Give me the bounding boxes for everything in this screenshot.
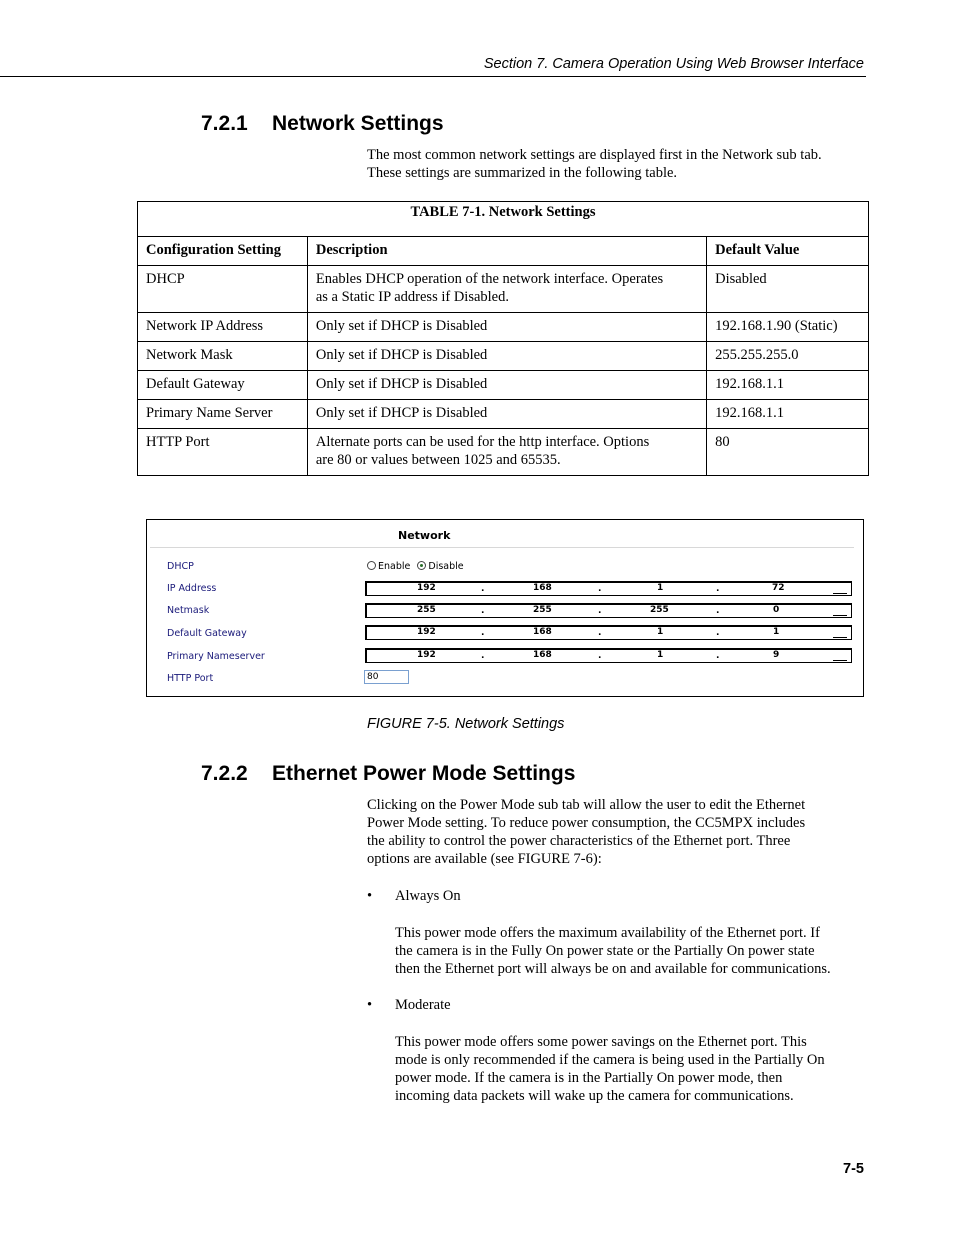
default-gateway-label: Default Gateway	[167, 628, 247, 639]
table-cell: Only set if DHCP is Disabled	[307, 342, 706, 371]
cell-line: Enables DHCP operation of the network interface. Operates	[315, 271, 664, 287]
octet-field[interactable]: 0	[773, 605, 780, 615]
section-title: Network Settings	[272, 112, 444, 135]
section-heading-ethernet-power-mode	[201, 762, 575, 786]
table-cell: 255.255.255.0	[707, 342, 869, 371]
page-number: 7-5	[843, 1161, 864, 1177]
bullet-marker: •	[367, 997, 373, 1013]
always-on-description	[395, 924, 831, 978]
section-number: 7.2.2	[201, 762, 248, 785]
text-line: This power mode offers the maximum availability of the Ethernet port. If	[395, 925, 820, 941]
running-header: Section 7. Camera Operation Using Web Browser Interface	[483, 56, 864, 72]
dhcp-label: DHCP	[167, 561, 194, 572]
table-cell: Disabled	[707, 266, 869, 313]
table-row	[138, 342, 869, 371]
section-heading-network-settings	[201, 112, 444, 136]
table-cell: Only set if DHCP is Disabled	[307, 371, 706, 400]
dhcp-disable-label: Disable	[428, 561, 464, 572]
primary-nameserver-input[interactable]	[365, 648, 852, 663]
network-settings-figure	[146, 519, 864, 697]
octet-field[interactable]: 9	[773, 650, 780, 660]
cell-line: Alternate ports can be used for the http interface. Options	[315, 434, 650, 450]
field-underline	[833, 593, 847, 594]
panel-divider	[150, 547, 854, 548]
octet-field[interactable]: 1	[773, 627, 780, 637]
http-port-input[interactable]: 80	[364, 670, 409, 684]
table-cell: Only set if DHCP is Disabled	[307, 313, 706, 342]
table-cell	[307, 429, 706, 476]
octet-separator: .	[716, 628, 720, 638]
octet-field[interactable]: 168	[533, 583, 552, 593]
octet-field[interactable]: 1	[657, 627, 664, 637]
cell-line: are 80 or values between 1025 and 65535.	[315, 452, 561, 468]
table-row	[138, 266, 869, 313]
table-caption: TABLE 7-1. Network Settings	[138, 202, 869, 237]
ip-address-label: IP Address	[167, 583, 217, 594]
primary-nameserver-label: Primary Nameserver	[167, 651, 265, 662]
octet-separator: .	[598, 606, 602, 616]
octet-separator: .	[481, 584, 485, 594]
octet-field[interactable]: 168	[533, 627, 552, 637]
text-line: mode is only recommended if the camera is being used in the Partially On	[395, 1052, 825, 1068]
table-cell: HTTP Port	[138, 429, 308, 476]
octet-separator: .	[481, 606, 485, 616]
table-row	[138, 371, 869, 400]
table-cell: Primary Name Server	[138, 400, 308, 429]
netmask-label: Netmask	[167, 605, 210, 616]
octet-field[interactable]: 1	[657, 650, 664, 660]
default-gateway-input[interactable]	[365, 625, 852, 640]
table-cell: 80	[707, 429, 869, 476]
table-cell: Network Mask	[138, 342, 308, 371]
section1-intro	[367, 146, 822, 182]
table-cell: Network IP Address	[138, 313, 308, 342]
dhcp-enable-radio[interactable]	[367, 561, 376, 570]
table-cell: 192.168.1.1	[707, 371, 869, 400]
table-header: Configuration Setting	[138, 237, 308, 266]
octet-field[interactable]: 255	[417, 605, 436, 615]
network-settings-table	[137, 201, 869, 476]
octet-separator: .	[598, 584, 602, 594]
table-cell: Only set if DHCP is Disabled	[307, 400, 706, 429]
text-line: incoming data packets will wake up the camera for communications.	[395, 1088, 794, 1104]
bullet-label: Moderate	[395, 997, 451, 1013]
table-cell: Default Gateway	[138, 371, 308, 400]
section-number: 7.2.1	[201, 112, 248, 135]
octet-field[interactable]: 192	[417, 650, 436, 660]
table-row	[138, 429, 869, 476]
intro-line: Power Mode setting. To reduce power consumption, the CC5MPX includes	[367, 815, 806, 831]
intro-line: Clicking on the Power Mode sub tab will allow the user to edit the Ethernet	[367, 797, 806, 813]
ip-address-input[interactable]	[365, 581, 852, 596]
table-row	[138, 400, 869, 429]
dhcp-disable-radio[interactable]	[417, 561, 426, 570]
bullet-moderate	[367, 997, 451, 1014]
octet-separator: .	[716, 584, 720, 594]
text-line: This power mode offers some power savings on the Ethernet port. This	[395, 1034, 807, 1050]
table-row	[138, 313, 869, 342]
bullet-marker: •	[367, 888, 373, 904]
table-header: Default Value	[707, 237, 869, 266]
section-title: Ethernet Power Mode Settings	[272, 762, 576, 785]
cell-line: as a Static IP address if Disabled.	[315, 289, 509, 305]
header-rule	[0, 76, 866, 77]
octet-field[interactable]: 168	[533, 650, 552, 660]
figure-caption: FIGURE 7-5. Network Settings	[367, 716, 565, 732]
intro-line: These settings are summarized in the following table.	[367, 165, 678, 181]
text-line: power mode. If the camera is in the Partially On power mode, then	[395, 1070, 783, 1086]
octet-separator: .	[598, 651, 602, 661]
table-cell: 192.168.1.90 (Static)	[707, 313, 869, 342]
dhcp-enable-label: Enable	[378, 561, 411, 572]
intro-line: the ability to control the power characteristics of the Ethernet port. Three	[367, 833, 791, 849]
octet-field[interactable]: 1	[657, 583, 664, 593]
octet-field[interactable]: 72	[772, 583, 785, 593]
table-cell: DHCP	[138, 266, 308, 313]
intro-line: The most common network settings are displayed first in the Network sub tab.	[367, 147, 822, 163]
section2-intro	[367, 796, 805, 868]
octet-field[interactable]: 192	[417, 583, 436, 593]
netmask-input[interactable]	[365, 603, 852, 618]
octet-separator: .	[716, 651, 720, 661]
octet-separator: .	[481, 628, 485, 638]
octet-field[interactable]: 255	[650, 605, 669, 615]
dhcp-radio-group	[367, 561, 464, 572]
bullet-always-on	[367, 888, 461, 905]
intro-line: options are available (see FIGURE 7-6):	[367, 851, 602, 867]
table-cell: 192.168.1.1	[707, 400, 869, 429]
table-header: Description	[307, 237, 706, 266]
bullet-label: Always On	[395, 888, 461, 904]
field-underline	[833, 615, 847, 616]
octet-separator: .	[598, 628, 602, 638]
octet-field[interactable]: 255	[533, 605, 552, 615]
octet-separator: .	[481, 651, 485, 661]
text-line: the camera is in the Fully On power state or the Partially On power state	[395, 943, 815, 959]
panel-title: Network	[398, 529, 451, 542]
table-cell	[307, 266, 706, 313]
moderate-description	[395, 1033, 825, 1105]
field-underline	[833, 637, 847, 638]
octet-separator: .	[716, 606, 720, 616]
field-underline	[833, 660, 847, 661]
octet-field[interactable]: 192	[417, 627, 436, 637]
http-port-label: HTTP Port	[167, 673, 214, 684]
text-line: then the Ethernet port will always be on and available for communications.	[395, 961, 831, 977]
